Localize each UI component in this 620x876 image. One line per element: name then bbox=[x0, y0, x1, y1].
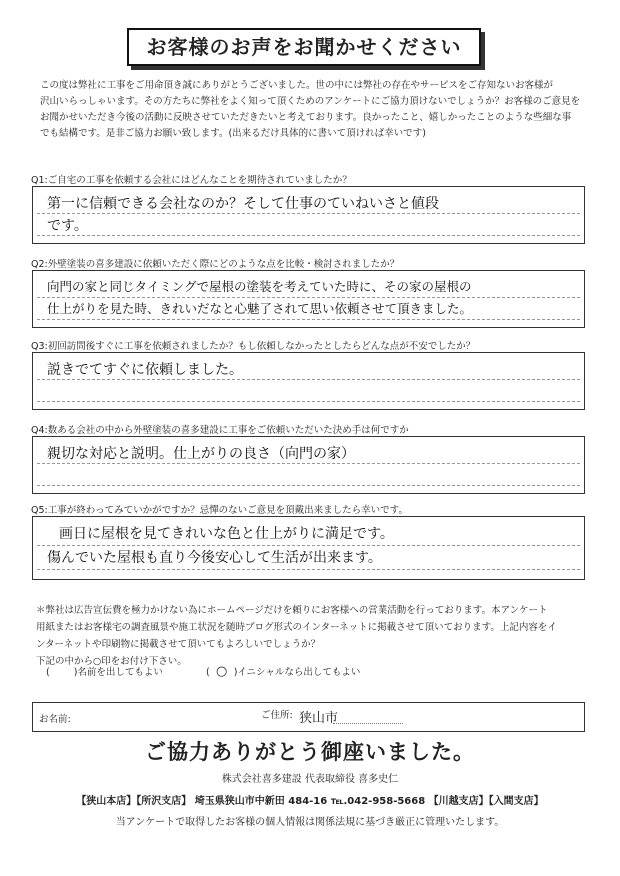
question-4-label: Q4:数ある会社の中から外壁塗装の喜多建設に工事をご依頼いただいた決め手は何ですか bbox=[31, 425, 409, 436]
notice-line: 下記の中から○印をお付け下さい。 bbox=[36, 656, 187, 667]
choice-initial-label: )イニシャルなら出してもよい bbox=[233, 667, 361, 678]
choice-initial-mark: ○ bbox=[216, 664, 228, 679]
address-underline bbox=[333, 723, 403, 724]
question-5-label: Q5:工事が終わってみていかがですか？忌憚のないご意見を頂戴出来ましたら幸いです。 bbox=[31, 505, 408, 516]
intro-text bbox=[40, 78, 588, 142]
choice-name-option[interactable]: ( )名前を出してもよい bbox=[46, 664, 163, 678]
publication-notice bbox=[36, 602, 588, 670]
address-value: 狭山市 bbox=[299, 711, 339, 726]
answer-5-line-2: 傷んでいた屋根も直り今後安心して生活が出来ます。 bbox=[47, 550, 382, 566]
answer-1-line-2: です。 bbox=[47, 218, 88, 234]
answer-line bbox=[37, 485, 580, 486]
notice-line: ＊弊社は広告宣伝費を極力かけない為にホームページだけを頼りにお客様への営業活動を行っております。本アンケート bbox=[36, 605, 548, 616]
answer-5-line-1: 画日に屋根を見てきれいな色と仕上がりに満足です。 bbox=[59, 526, 394, 542]
choice-name-label: )名前を出してもよい bbox=[73, 667, 163, 678]
answer-4-line-1: 親切な対応と説明。仕上がりの良さ（向門の家） bbox=[47, 446, 355, 462]
publication-choices bbox=[36, 664, 596, 679]
intro-line: 沢山いらっしゃいます。その方たちに弊社をよく知って頂くためのアンケートにご協力頂けないでしょうか？お客様のご意見を bbox=[40, 96, 581, 107]
page-title: お客様のお声をお聞かせください bbox=[127, 28, 481, 66]
answer-line bbox=[37, 235, 580, 236]
intro-line: お聞かせいただき今後の活動に反映させていただきたいと考えております。良かったこと、嬉しかったことのような些細な事 bbox=[40, 112, 572, 123]
answer-line bbox=[37, 545, 580, 546]
question-1-label: Q1:ご自宅の工事を依頼する会社にはどんなことを期待されていましたか？ bbox=[31, 175, 352, 186]
intro-line: この度は弊社に工事をご用命頂き誠にありがとうございました。世の中には弊社の存在やサービスをご存知ないお客様が bbox=[40, 80, 554, 91]
answer-line bbox=[37, 569, 580, 570]
answer-line bbox=[37, 379, 580, 380]
question-3-answer-box bbox=[32, 352, 585, 410]
notice-line: 用紙またはお客様宅の調査風景や施工状況を随時ブログ形式のインターネットに掲載させて頂いております。上記内容をイ bbox=[36, 622, 557, 633]
answer-line bbox=[37, 401, 580, 402]
notice-line: ンターネットや印刷物に掲載させて頂いてもよろしいでしょうか？ bbox=[36, 639, 321, 650]
question-1-answer-box bbox=[32, 186, 585, 244]
name-label: お名前: bbox=[39, 714, 71, 725]
answer-line bbox=[37, 297, 580, 298]
name-address-box bbox=[32, 702, 585, 732]
branch-info: 【狭山本店】【所沢支店】 埼玉県狭山市中新田 484-16 ℡.042-958-5668 【川越支店】【入間支店】 bbox=[76, 796, 544, 807]
answer-line bbox=[37, 213, 580, 214]
privacy-notice: 当アンケートで取得したお客様の個人情報は関係法規に基づき厳正に管理いたします。 bbox=[115, 817, 505, 828]
answer-2-line-1: 向門の家と同じタイミングで屋根の塗装を考えていた時に、その家の屋根の bbox=[47, 279, 472, 294]
intro-line: でも結構です。是非ご協力お願い致します。(出来るだけ具体的に書いて頂ければ幸いです) bbox=[40, 128, 426, 139]
answer-line bbox=[37, 319, 580, 320]
question-3-label: Q3:初回訪問後すぐに工事を依頼されましたか？もし依頼しなかったとしたらどんな点が不安でしたか？ bbox=[31, 341, 476, 352]
answer-3-line-1: 説きでてすぐに依頼しました。 bbox=[47, 362, 243, 378]
question-2-label: Q2:外壁塗装の喜多建設に依頼いただく際にどのような点を比較・検討されましたか？ bbox=[31, 259, 400, 270]
question-4-answer-box bbox=[32, 436, 585, 494]
thanks-message: ご協力ありがとう御座いました。 bbox=[145, 740, 475, 764]
question-2-answer-box bbox=[32, 270, 585, 328]
answer-2-line-2: 仕上がりを見た時、きれいだなと心魅了されて思い依頼させて頂きました。 bbox=[47, 301, 473, 316]
answer-1-line-1: 第一に信頼できる会社なのか？そして仕事のていねいさと値段 bbox=[47, 196, 439, 212]
address-label: ご住所: bbox=[261, 710, 293, 721]
choice-initial-option[interactable]: ( ○ )イニシャルなら出してもよい bbox=[205, 664, 361, 679]
answer-line bbox=[37, 463, 580, 464]
company-info: 株式会社喜多建設 代表取締役 喜多史仁 bbox=[221, 774, 399, 785]
question-5-answer-box bbox=[32, 516, 585, 580]
